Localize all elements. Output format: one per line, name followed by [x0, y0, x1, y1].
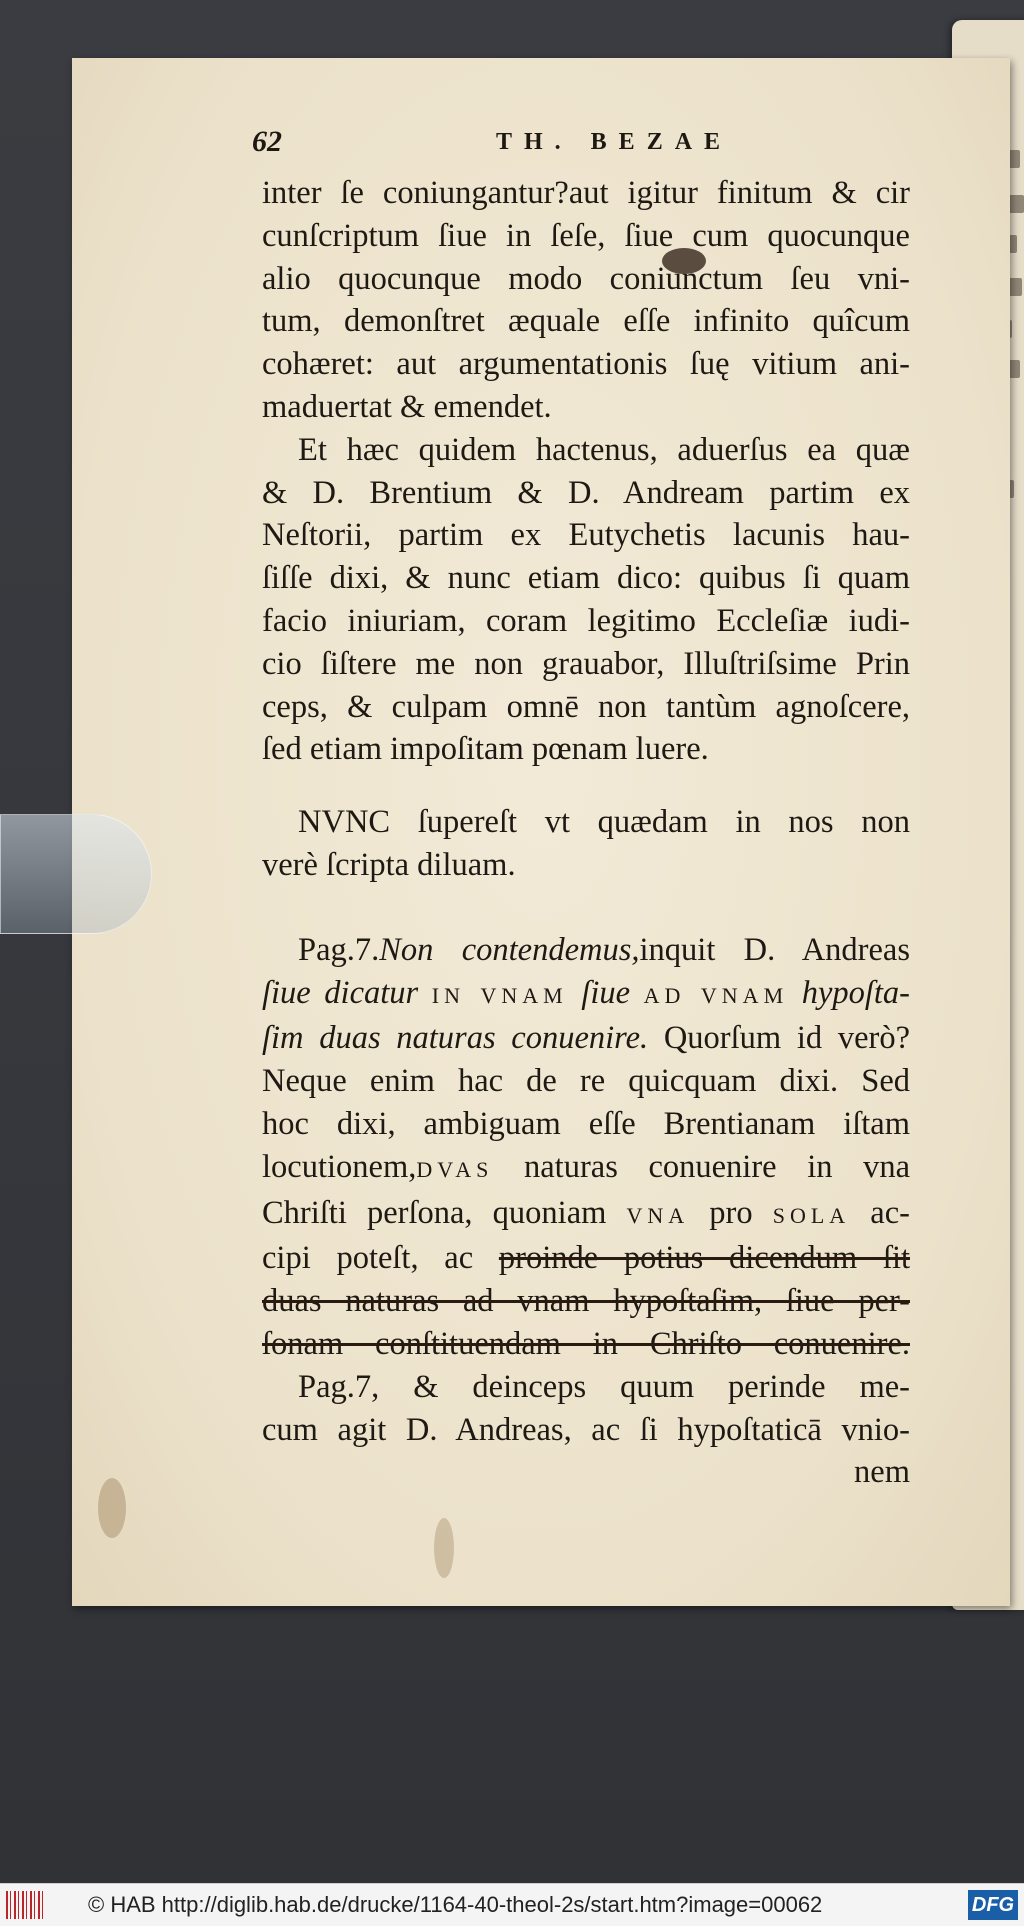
source-link[interactable]: © HAB http://diglib.hab.de/drucke/1164-40-theol-2s/start.htm?image=00062 [88, 1892, 823, 1917]
text-line: Et hæc quidem hactenus, aduerſus ea quæ [298, 431, 910, 468]
text-line: ſed etiam impoſitam pœnam luere. [262, 731, 709, 768]
text-line: inter ſe coniungantur?aut igitur finitum & cir [262, 175, 910, 211]
text-span: Chriſti perſona, quoniam [262, 1194, 627, 1231]
small-caps-text: DVAS [416, 1156, 494, 1182]
quoted-text: hypoſta- [801, 974, 911, 1011]
quoted-text: Non contendemus, [379, 931, 640, 968]
text-span: ac- [850, 1194, 910, 1231]
running-head [252, 125, 942, 165]
text-line: ſiſſe dixi, & nunc etiam dico: quibus ſi quam [262, 560, 910, 597]
text-line: NVNC ſupereſt vt quædam in nos non [298, 804, 910, 841]
paragraph-4 [262, 929, 910, 1366]
quoted-text: ſiue dicatur [262, 974, 419, 1011]
paragraph-2 [262, 429, 910, 771]
small-caps-text: SOLA [772, 1202, 851, 1228]
text-span: cipi poteſt, ac [262, 1240, 499, 1277]
text-line [262, 972, 910, 1018]
text-span: inquit D. Andreas [639, 931, 910, 968]
catchword: nem [854, 1454, 910, 1491]
page-clip [0, 814, 152, 934]
text-line: cio ſiſtere me non grauabor, Illuſtriſsime Prin [262, 645, 910, 682]
text-line [262, 1146, 910, 1192]
text-line: maduertat & emendet. [262, 388, 552, 425]
text-line [262, 929, 910, 972]
text-line: Pag.7, & deinceps quum perinde me- [298, 1368, 910, 1405]
small-caps-text: AD VNAM [643, 982, 789, 1008]
page-number: 62 [252, 125, 282, 158]
struck-text-line: duas naturas ad vnam hypoſtaſim, ſiue per- [262, 1283, 910, 1320]
text-line: Neſtorii, partim ex Eutychetis lacunis hau- [262, 517, 910, 554]
hab-barcode-icon [6, 1891, 46, 1919]
text-line: cunſcriptum ſiue in ſeſe, ſiue cum quocunque [262, 217, 910, 254]
text-line [262, 1192, 910, 1238]
text-line: cum agit D. Andreas, ac ſi hypoſtaticā vnio- [262, 1411, 910, 1448]
quoted-text: ſim duas naturas conuenire. [262, 1020, 649, 1057]
quoted-text: ſiue [581, 974, 631, 1011]
text-span: locutionem, [262, 1148, 417, 1185]
struck-text-line: ſonam conſtituendam in Chriſto conuenire. [262, 1325, 910, 1362]
paper-stain [434, 1518, 454, 1578]
dfg-logo: DFG [968, 1890, 1018, 1920]
page-reference: Pag.7. [298, 931, 380, 968]
text-line: & D. Brentium & D. Andream partim ex [262, 474, 910, 511]
running-title: TH. BEZAE [496, 129, 733, 155]
text-line: ceps, & culpam omnē non tantùm agnoſcere, [262, 688, 910, 725]
paragraph-1 [262, 172, 910, 429]
text-line: cohæret: aut argumentationis ſuę vitium ani- [262, 346, 910, 383]
struck-text: proinde potius dicendum ſit [498, 1240, 910, 1277]
text-line [262, 1017, 910, 1060]
page-text [262, 172, 910, 1494]
viewer-footer [0, 1883, 1024, 1926]
small-caps-text: VNA [626, 1202, 690, 1228]
paragraph-3 [262, 801, 910, 887]
text-line: tum, demonſtret æquale eſſe infinito quîcum [262, 303, 910, 340]
text-span: Quorſum id verò? [648, 1020, 910, 1057]
text-line [262, 1237, 910, 1280]
text-line: hoc dixi, ambiguam eſſe Brentianam iſtam [262, 1105, 910, 1142]
paragraph-5 [262, 1366, 910, 1494]
text-line: Neque enim hac de re quicquam dixi. Sed [262, 1063, 910, 1100]
text-line: verè ſcripta diluam. [262, 846, 516, 883]
text-span: naturas conuenire in vna [493, 1148, 910, 1185]
small-caps-text: IN VNAM [431, 982, 568, 1008]
text-span: pro [689, 1194, 773, 1231]
paper-stain [98, 1478, 126, 1538]
text-line: facio iniuriam, coram legitimo Eccleſiæ iudi- [262, 602, 910, 639]
text-line: alio quocunque modo coniunctum ſeu vni- [262, 260, 910, 297]
